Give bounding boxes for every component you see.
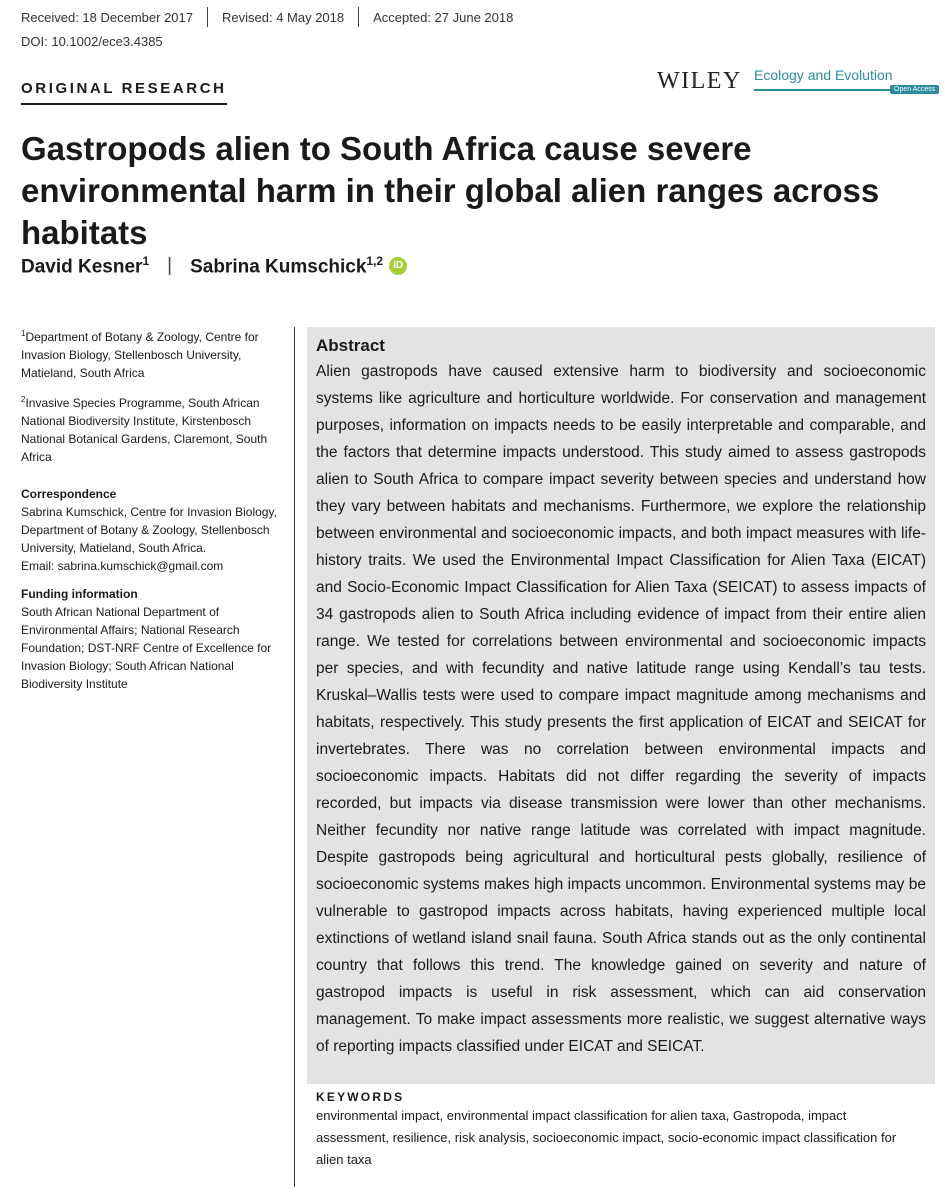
correspondence-email[interactable]: Email: sabrina.kumschick@gmail.com <box>21 559 224 573</box>
author-list <box>21 254 407 278</box>
author-name[interactable]: Sabrina Kumschick$^{1,2}$ <box>190 254 384 278</box>
accepted-date: Accepted: 27 June 2018 <box>373 9 514 25</box>
keywords-heading: KEYWORDS <box>316 1090 405 1104</box>
orcid-icon[interactable]: iD <box>389 257 407 275</box>
doi[interactable]: DOI: 10.1002/ece3.4385 <box>21 34 163 49</box>
date-divider <box>358 7 359 27</box>
correspondence-heading: Correspondence <box>21 487 117 501</box>
abstract-text: Alien gastropods have caused extensive harm to biodiversity and socioeconomic systems like agriculture and horticulture worldwide. For conservation and management purposes, information on impacts needs to be easily interpretable and comparable, and the factors that determine impacts understood. This study aimed to assess gastropods alien to South Africa to compare impact severity between species and understand how they vary between habitats and mechanisms. Furthermore, we explore the relationship between environmental and socioeconomic impacts, and both impact measures with life-history traits. We used the Environmental Impact Classification for Alien Taxa (EICAT) and Socio-Economic Impact Classification for Alien Taxa (SEICAT) to assess impacts of 34 gastropods alien to South Africa including evidence of impact from their entire alien range. We tested for correlations between environmental and socioeconomic impacts per species, and with fecundity and native latitude range using Kendall’s tau tests. Kruskal–Wallis tests were used to compare impact magnitude among mechanisms and habitats, respectively. This study presents the first application of EICAT and SEICAT for invertebrates. There was no correlation between environmental impacts and socioeconomic impacts. Habitats did not differ regarding the severity of impacts recorded, but impacts via disease transmission were lower than other mechanisms. Neither fecundity nor native range latitude was correlated with impact magnitude. Despite gastropods being agricultural and horticultural pests globally, resilience of socioeconomic systems makes high impacts uncommon. Environmental systems may be vulnerable to gastropod impacts across habitats, having experienced multiple local extinctions of wetland island snail fauna. South Africa stands out as the only continental country that follows this trend. The knowledge gained on severity and nature of gastropod impacts is useful in risk assessment, which can aid conservation management. To make impact assessments more realistic, we suggest alternative ways of reporting impacts classified under EICAT and SEICAT. <box>316 363 926 1055</box>
affiliation: $^1$Department of Botany & Zoology, Centre for Invasion Biology, Stellenbosch University, Matieland, South Africa <box>21 329 259 380</box>
funding-text: South African National Department of Environmental Affairs; National Research Foundation; DST-NRF Centre of Excellence for Invasion Biology; South African National Biodiversity Institute <box>21 605 272 691</box>
author-name[interactable]: David Kesner$^1$ <box>21 254 150 278</box>
affiliation: $^2$Invasive Species Programme, South African National Biodiversity Institute, Kirstenbosch National Botanical Gardens, Claremont, South Africa <box>21 395 268 464</box>
publisher-logo <box>657 66 935 98</box>
received-date: Received: 18 December 2017 <box>21 9 193 25</box>
correspondence-text: Sabrina Kumschick, Centre for Invasion Biology, Department of Botany & Zoology, Stellenbosch University, Matieland, South Africa. <box>21 505 277 555</box>
funding-heading: Funding information <box>21 587 138 601</box>
article-sidebar <box>21 325 286 693</box>
keywords-text: environmental impact, environmental impact classification for alien taxa, Gastropoda, impact assessment, resilience, risk analysis, socioeconomic impact, socio-economic impact classification for alien taxa <box>316 1108 897 1167</box>
revised-date: Revised: 4 May 2018 <box>222 9 345 25</box>
column-divider <box>294 327 295 1187</box>
open-access-badge: Open Access <box>890 85 939 94</box>
wiley-logo: WILEY <box>657 68 742 94</box>
author-divider: | <box>167 255 173 277</box>
journal-name: Ecology and Evolution <box>754 67 893 83</box>
abstract-heading: Abstract <box>316 336 385 355</box>
section-label: ORIGINAL RESEARCH <box>21 80 227 105</box>
journal-underline <box>754 89 891 91</box>
keywords-section <box>316 1090 921 1171</box>
date-divider <box>207 7 208 27</box>
article-title: Gastropods alien to South Africa cause severe environmental harm in their global alien ranges across habitats <box>21 130 880 251</box>
abstract-box <box>307 327 935 1084</box>
article-dates <box>21 7 527 27</box>
